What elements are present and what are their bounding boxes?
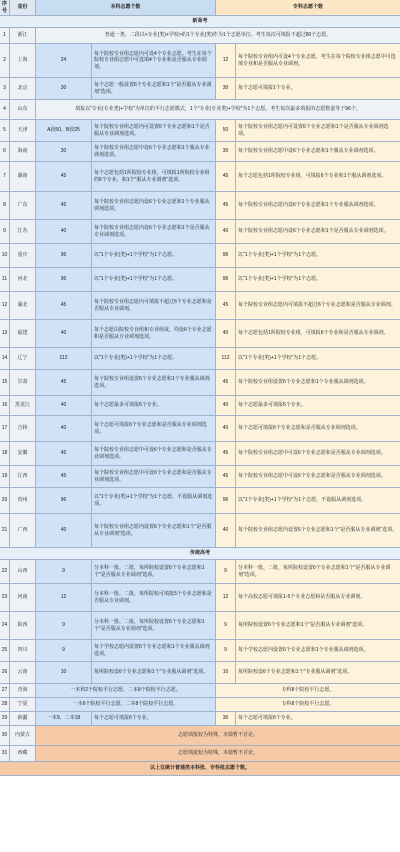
row-ben-text: 每个院校专业组志愿中可设6个专业志愿和是否服从专业调剂选项。	[92, 466, 216, 487]
row-no: 5	[0, 120, 10, 141]
table-row	[0, 684, 400, 698]
row-zhuan-count: 96	[216, 488, 236, 513]
row-zhuan-count: 40	[216, 396, 236, 415]
row-zhuan-text: 每个院校专业组志愿内设6个专业志愿和1个是否服从专业调剂选项。	[236, 220, 400, 243]
section-new: 新高考	[0, 16, 400, 27]
row-zhuan-merged: 专科8个院校平行志愿。	[216, 684, 400, 697]
table-row	[0, 292, 400, 320]
row-ben-count: 10	[36, 662, 92, 683]
row-zhuan-count: 96	[216, 244, 236, 267]
row-province: 四川	[10, 640, 36, 661]
row-no: 22	[0, 560, 10, 583]
table-row	[0, 514, 400, 548]
row-province: 青海	[10, 684, 36, 697]
row-zhuan-count: 30	[216, 712, 236, 725]
table-row	[0, 640, 400, 662]
row-zhuan-text: 每所院校设6个专业志愿和1个"专业服从调剂"选项。	[236, 662, 400, 683]
row-ben-text: 每个院校专业组志愿内设置6个专业志愿和1个"是否服从专业调剂"选项。	[92, 514, 216, 547]
row-province: 内蒙古	[10, 726, 36, 745]
row-ben-count: 112	[36, 348, 92, 369]
row-province: 浙江	[10, 28, 36, 43]
row-ben-text: 每个院校专业组志愿内可设置6个专业志愿和1个是否服从专业调剂选项。	[92, 120, 216, 141]
table-row	[0, 44, 400, 78]
row-no: 27	[0, 684, 10, 697]
row-no: 31	[0, 746, 10, 761]
row-province: 陕西	[10, 612, 36, 639]
row-province: 湖南	[10, 162, 36, 191]
row-ben-count: 45	[36, 466, 92, 487]
header-province: 省份	[10, 0, 36, 15]
row-no: 10	[0, 244, 10, 267]
row-ben-text: 每个志愿包括1所院校专业组，可填报1所院校专业组的6个专业，和1个"服从专业调剂"选项。	[92, 162, 216, 191]
table-row	[0, 28, 400, 44]
row-zhuan-count: 10	[216, 662, 236, 683]
row-ben-text: 以"1个专业(类)+1个学校"为1个志愿。	[92, 348, 216, 369]
table-row	[0, 120, 400, 142]
row-zhuan-text: 每个志愿可填报1个专业。	[236, 78, 400, 99]
row-zhuan-text: 每个院校专业组志愿内可设置6个专业志愿和1个是否服从专业调剂选项。	[236, 120, 400, 141]
row-no: 19	[0, 466, 10, 487]
row-ben-count: 40	[36, 220, 92, 243]
table-row	[0, 416, 400, 442]
row-province: 山西	[10, 560, 36, 583]
row-zhuan-count: 30	[216, 142, 236, 161]
row-merged: 填报以"专业(专业类)+学校"为单位的平行志愿模式，1个"专业(专业类)+学校"为1个志愿。考生每次最多填报的志愿数量等于96个。	[36, 100, 400, 119]
table-row	[0, 560, 400, 584]
row-province: 天津	[10, 120, 36, 141]
row-zhuan-text: 每个高校志愿可填报1-5个专业志愿和是否服从专业调剂。	[236, 584, 400, 611]
row-zhuan-text: 每个院校专业组设置6个专业志愿和1个专业服从调剂选项。	[236, 370, 400, 395]
row-province: 云南	[10, 662, 36, 683]
row-province: 河北	[10, 268, 36, 291]
row-zhuan-count: 45	[216, 162, 236, 191]
row-ben-text: 每个院校专业组志愿内可设4个专业志愿。考生在每个院校专业组志愿中可选填4个专业和是否服从专业调剂。	[92, 44, 216, 77]
row-zhuan-count: 40	[216, 514, 236, 547]
row-province: 广东	[10, 192, 36, 219]
row-no: 16	[0, 396, 10, 415]
row-zhuan-count: 40	[216, 320, 236, 347]
row-ben-text: 每个院校专业组设置6个专业志愿和1个专业服从调剂选项。	[92, 370, 216, 395]
row-ben-text: 每个志愿由院校专业组和专业组成，均设6个专业志愿和是否服从专业调剂选项。	[92, 320, 216, 347]
table-row	[0, 396, 400, 416]
row-no: 12	[0, 292, 10, 319]
row-zhuan-text: 每个志愿最多可填报6个专业。	[236, 396, 400, 415]
row-ben-count: 45	[36, 162, 92, 191]
row-zhuan-count: 9	[216, 612, 236, 639]
row-zhuan-text: 每个院校专业组内可设4个专业志愿，考生在每个院校专业组志愿中可选填专业和是否服从专业调剂。	[236, 44, 400, 77]
row-no: 20	[0, 488, 10, 513]
row-zhuan-text: 每个院校专业组志愿中可设6个专业志愿和是否服从专业调剂选项。	[236, 466, 400, 487]
footer-note: 以上仅统计普通类本科批、专科批志愿个数。	[0, 762, 400, 775]
table-row	[0, 100, 400, 120]
row-zhuan-count: 45	[216, 192, 236, 219]
table-row	[0, 192, 400, 220]
row-ben-text: 每个志愿一般设置6个专业志愿和1个"是否服从专业调剂"选项。	[92, 78, 216, 99]
header-no: 序号	[0, 0, 10, 15]
row-province: 甘肃	[10, 370, 36, 395]
row-province: 海南	[10, 142, 36, 161]
row-no: 9	[0, 220, 10, 243]
table-row	[0, 488, 400, 514]
row-ben-count: 40	[36, 320, 92, 347]
row-ben-count: 9	[36, 560, 92, 583]
row-ben-text: 分本科一批、二批，每所院校可填报5个专业志愿和是否服从专业调剂。	[92, 584, 216, 611]
row-ben-text: 分本科一批、二批，每所院校设置6个专业志愿和1个"是否服从专业调剂"选项。	[92, 560, 216, 583]
row-zhuan-text: 以"1个专业(类)+1个学校"为1个志愿，不设服从调剂选项。	[236, 488, 400, 513]
row-zhuan-text: 每个院校专业组志愿中可设6个专业志愿和是否服从专业调剂选项。	[236, 442, 400, 465]
row-province: 安徽	[10, 442, 36, 465]
row-province: 河南	[10, 584, 36, 611]
row-zhuan-count: 30	[216, 78, 236, 99]
table-row	[0, 746, 400, 762]
row-province: 上海	[10, 44, 36, 77]
row-zhuan-count: 9	[216, 560, 236, 583]
row-merged: 志愿填报较为特殊，本篇暂不讨论。	[36, 746, 400, 761]
row-ben-count: 30	[36, 78, 92, 99]
row-no: 2	[0, 44, 10, 77]
row-zhuan-text: 每个院校专业组志愿内可填报不超过6个专业志愿和是否服从专业调剂。	[236, 292, 400, 319]
row-zhuan-count: 40	[216, 416, 236, 441]
table-row	[0, 268, 400, 292]
row-no: 24	[0, 612, 10, 639]
row-province: 湖北	[10, 292, 36, 319]
row-ben-text: 每个院校专业组志愿中设6个专业志愿和1个服从专业调剂选项。	[92, 142, 216, 161]
row-ben-count: 96	[36, 244, 92, 267]
table-row	[0, 442, 400, 466]
row-ben-count: 9	[36, 640, 92, 661]
row-no: 28	[0, 698, 10, 711]
row-province: 贵州	[10, 488, 36, 513]
row-ben-text: 以"1个专业(类)+1个学校"为1个志愿。	[92, 268, 216, 291]
row-ben-count: 40	[36, 514, 92, 547]
row-province: 新疆	[10, 712, 36, 725]
row-no: 13	[0, 320, 10, 347]
row-ben-text: 每个院校专业组志愿内设6个专业志愿和1个专业服从调剂选项。	[92, 192, 216, 219]
table-row	[0, 78, 400, 100]
row-no: 4	[0, 100, 10, 119]
row-ben-count: 12	[36, 584, 92, 611]
row-ben-text: 以"1个专业(类)+1个学校"为1个志愿。	[92, 244, 216, 267]
header-ben: 本科志愿个数	[36, 0, 216, 15]
row-province: 西藏	[10, 746, 36, 761]
row-province: 重庆	[10, 244, 36, 267]
row-ben-count: 24	[36, 44, 92, 77]
row-ben-text: 每所院校设6个专业志愿和1个"专业服从调剂"选项。	[92, 662, 216, 683]
header-zhuan: 专科志愿个数	[216, 0, 400, 15]
row-ben-text: 每个志愿可填报6个专业志愿和是否服从专业调剂选项。	[92, 416, 216, 441]
row-zhuan-text: 每个学校志愿内设置6个专业志愿和1个专业服从调剂选项。	[236, 640, 400, 661]
row-ben-count: 40	[36, 416, 92, 441]
table-row	[0, 244, 400, 268]
row-no: 1	[0, 28, 10, 43]
row-zhuan-count: 45	[216, 370, 236, 395]
row-ben-count: A段50、B段25	[36, 120, 92, 141]
table-row	[0, 142, 400, 162]
row-no: 30	[0, 726, 10, 745]
row-no: 23	[0, 584, 10, 611]
row-province: 黑龙江	[10, 396, 36, 415]
row-province: 宁夏	[10, 698, 36, 711]
row-zhuan-text: 每个院校专业组志愿中设6个专业志愿和1个服从专业调剂选项。	[236, 142, 400, 161]
row-province: 山东	[10, 100, 36, 119]
row-province: 福建	[10, 320, 36, 347]
row-zhuan-count: 40	[216, 220, 236, 243]
row-ben-text: 每个志愿可填报6个专业。	[92, 712, 216, 725]
row-zhuan-count: 9	[216, 640, 236, 661]
table-row	[0, 320, 400, 348]
row-no: 14	[0, 348, 10, 369]
table-header	[0, 0, 400, 16]
row-zhuan-text: 每个志愿可填报6个专业志愿和是否服从专业调剂选项。	[236, 416, 400, 441]
row-zhuan-text: 每个志愿包括1所院校专业组，可填报6个专业和1个服从调剂选项。	[236, 162, 400, 191]
row-ben-count: 45	[36, 370, 92, 395]
row-no: 15	[0, 370, 10, 395]
row-no: 17	[0, 416, 10, 441]
row-zhuan-text: 以"1个专业(类)+1个学校"为1个志愿。	[236, 348, 400, 369]
row-zhuan-count: 45	[216, 292, 236, 319]
table-row	[0, 726, 400, 746]
row-ben-count: 30	[36, 142, 92, 161]
row-ben-text: 每个志愿最多可填报6个专业。	[92, 396, 216, 415]
row-zhuan-merged: 专科8个院校平行志愿。	[216, 698, 400, 711]
row-zhuan-count: 45	[216, 466, 236, 487]
row-no: 11	[0, 268, 10, 291]
table-row	[0, 662, 400, 684]
section-traditional: 传统高考	[0, 548, 400, 559]
row-zhuan-count: 45	[216, 442, 236, 465]
row-province: 北京	[10, 78, 36, 99]
row-no: 8	[0, 192, 10, 219]
row-ben-count: 96	[36, 488, 92, 513]
row-ben-text: 每个院校专业组志愿内可填报不超过6个专业志愿和是否服从专业调剂。	[92, 292, 216, 319]
row-ben-text: 每个学校志愿内设置6个专业志愿和1个专业服从调剂选项。	[92, 640, 216, 661]
row-ben-count: 45	[36, 292, 92, 319]
row-ben-merged: 一本和2个院校平行志愿，二本8个院校平行志愿。	[36, 684, 216, 697]
table-row	[0, 162, 400, 192]
row-ben-text: 分本科一批、二批，每所院校设置6个专业志愿和1个"是否服从专业调剂"选项。	[92, 612, 216, 639]
row-ben-merged: 一本6个院校平行志愿，二本8个院校平行志愿。	[36, 698, 216, 711]
row-merged: 志愿填报较为特殊，本篇暂不讨论。	[36, 726, 400, 745]
table-row	[0, 584, 400, 612]
row-zhuan-count: 112	[216, 348, 236, 369]
row-ben-count: 9	[36, 612, 92, 639]
row-zhuan-count: 12	[216, 44, 236, 77]
row-ben-count: 45	[36, 192, 92, 219]
row-province: 辽宁	[10, 348, 36, 369]
row-province: 江西	[10, 466, 36, 487]
row-province: 广西	[10, 514, 36, 547]
row-zhuan-text: 分本科一批、二批，每所院校设置6个专业志愿和1个"是否服从专业调剂"选项。	[236, 560, 400, 583]
row-zhuan-text: 每个院校专业组志愿内设置6个专业志愿和1个"是否服从专业调剂"选项。	[236, 514, 400, 547]
row-no: 6	[0, 142, 10, 161]
table-row	[0, 698, 400, 712]
row-ben-count: 96	[36, 268, 92, 291]
row-no: 26	[0, 662, 10, 683]
row-zhuan-text: 每个志愿可填报6个专业。	[236, 712, 400, 725]
row-zhuan-text: 每个院校专业组志愿内设6个专业志愿和1个专业服从调剂选项。	[236, 192, 400, 219]
table-row	[0, 220, 400, 244]
row-zhuan-text: 以"1个专业(类)+1个学校"为1个志愿。	[236, 268, 400, 291]
row-ben-count: 40	[36, 396, 92, 415]
table-row	[0, 348, 400, 370]
row-no: 3	[0, 78, 10, 99]
table-row	[0, 370, 400, 396]
row-no: 18	[0, 442, 10, 465]
row-province: 江苏	[10, 220, 36, 243]
row-zhuan-text: 每所院校设置6个专业志愿和1个"是否服从专业调剂"选项。	[236, 612, 400, 639]
row-zhuan-count: 12	[216, 584, 236, 611]
row-no: 21	[0, 514, 10, 547]
row-ben-text: 以"1个专业(类)+1个学校"为1个志愿，不设服从调剂选项。	[92, 488, 216, 513]
row-zhuan-count: 50	[216, 120, 236, 141]
row-zhuan-text: 每个志愿包括1所院校专业组，可填报6个专业和是否服从专业调剂。	[236, 320, 400, 347]
table-row	[0, 612, 400, 640]
row-ben-text: 每个院校专业组志愿中可设6个专业志愿和是否服从专业调剂选项。	[92, 442, 216, 465]
row-merged: 普通一类、二段以<专业(类)+学校>的1个专业(类)作为1个志愿单位。考生每次可填报不超过80个志愿。	[36, 28, 400, 43]
row-ben-text: 每个院校专业组志愿内设6个专业志愿和1个是否服从专业调剂选项。	[92, 220, 216, 243]
row-zhuan-count: 96	[216, 268, 236, 291]
row-no: 7	[0, 162, 10, 191]
row-ben-count: 一本9、二本18	[36, 712, 92, 725]
row-zhuan-text: 以"1个专业(类)+1个学校"为1个志愿。	[236, 244, 400, 267]
row-no: 29	[0, 712, 10, 725]
row-province: 吉林	[10, 416, 36, 441]
row-no: 25	[0, 640, 10, 661]
table-row	[0, 466, 400, 488]
row-ben-count: 45	[36, 442, 92, 465]
table-row	[0, 712, 400, 726]
